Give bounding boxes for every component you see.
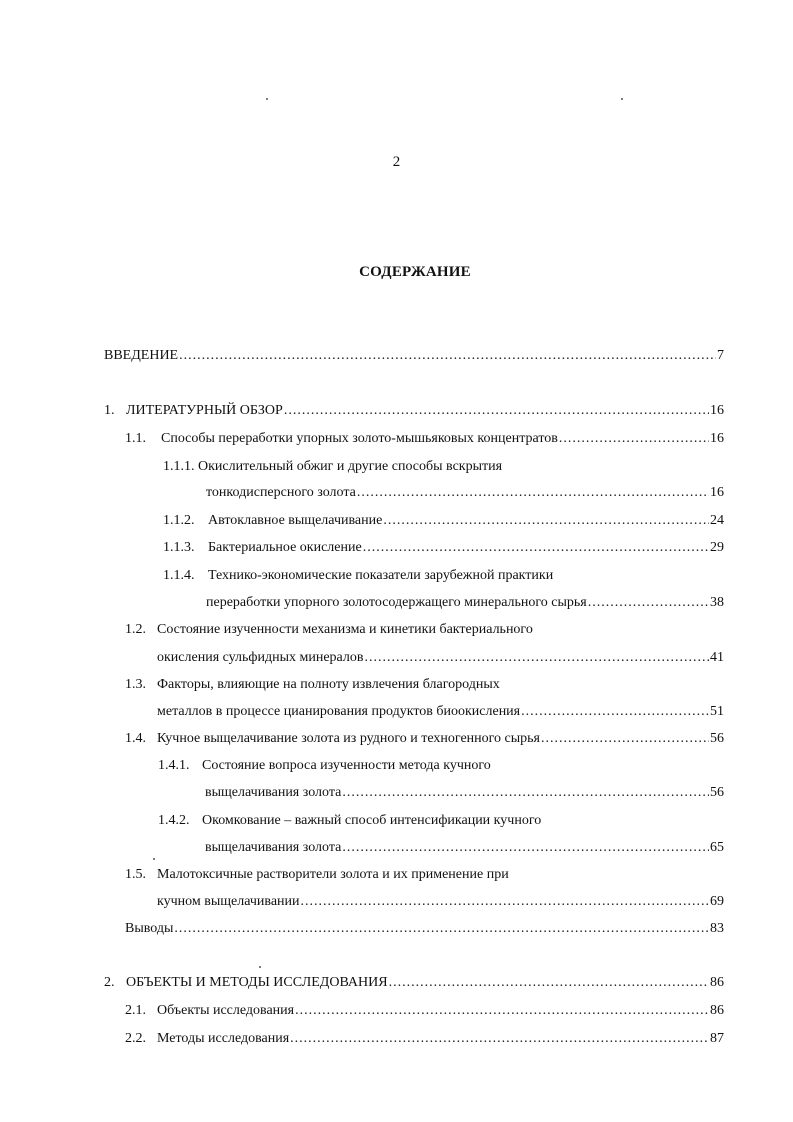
toc-entry-number: 2.: [104, 975, 115, 990]
dot-leader: [365, 649, 710, 667]
toc-entry-text: тонкодисперсного золота: [206, 485, 356, 500]
toc-entry-section-1-1-1-line1: [163, 458, 502, 476]
scan-speck: [153, 858, 155, 860]
toc-entry-section-1-1-3: [163, 539, 724, 557]
toc-entry-number: 1.1.: [125, 431, 146, 446]
toc-entry-text: Окомкование – важный способ интенсификации кучного: [202, 813, 542, 828]
toc-entry-text: Факторы, влияющие на полноту извлечения благородных: [157, 677, 500, 692]
dot-leader: [357, 484, 709, 502]
toc-entry-text: ОБЪЕКТЫ И МЕТОДЫ ИССЛЕДОВАНИЯ: [126, 975, 388, 990]
toc-entry-section-1-1-4-line1: [163, 567, 553, 585]
dot-leader: [301, 893, 709, 911]
dot-leader: [295, 1002, 709, 1020]
toc-entry-section-1-4-2-line2: [205, 839, 724, 857]
toc-entry-number: 2.1.: [125, 1003, 146, 1018]
toc-entry-text: Методы исследования: [157, 1031, 290, 1046]
dot-leader: [174, 920, 709, 938]
toc-entry-number: 1.4.1.: [158, 758, 190, 773]
dot-leader: [389, 974, 709, 992]
toc-page-number: 86: [710, 975, 724, 990]
toc-page-number: 69: [710, 894, 724, 909]
scan-speck: [266, 98, 268, 100]
toc-entry-section-1-1-4-line2: [206, 594, 724, 612]
toc-entry-text: Малотоксичные растворители золота и их применение при: [157, 867, 509, 882]
toc-entry-section-2-1: [125, 1002, 724, 1020]
dot-leader: [363, 539, 709, 557]
toc-entry-section-1: [104, 402, 724, 420]
toc-entry-number: 1.1.2.: [163, 513, 195, 528]
toc-entry-section-2-2: [125, 1030, 724, 1048]
toc-entry-text: Бактериальное окисление: [208, 540, 362, 555]
toc-entry-section-1-2-line2: [157, 649, 724, 667]
toc-entry-section-1-4-1-line2: [205, 784, 724, 802]
toc-page-number: 29: [710, 540, 724, 555]
toc-entry-text: ВВЕДЕНИЕ: [104, 348, 179, 363]
toc-page-number: 16: [710, 431, 724, 446]
toc-page-number: 16: [710, 403, 724, 418]
dot-leader: [383, 512, 709, 530]
toc-page-number: 83: [710, 921, 724, 936]
toc-entry-section-1-1-1-line2: [206, 484, 724, 502]
toc-entry-text: окисления сульфидных минералов: [157, 650, 364, 665]
toc-entry-text: Способы переработки упорных золото-мышьяковых концентратов: [161, 431, 558, 446]
toc-page-number: 51: [710, 704, 724, 719]
scan-speck: [621, 98, 623, 100]
toc-entry-text: металлов в процессе цианирования продуктов биоокисления: [157, 704, 521, 719]
toc-page-number: 56: [710, 785, 724, 800]
toc-entry-number: 1.: [104, 403, 115, 418]
toc-entry-text: Объекты исследования: [157, 1003, 295, 1018]
toc-entry-conclusions: [125, 920, 724, 938]
dot-leader: [559, 430, 709, 448]
toc-entry-number: 1.5.: [125, 867, 146, 882]
toc-entry-number: 1.4.2.: [158, 813, 190, 828]
toc-entry-text: ЛИТЕРАТУРНЫЙ ОБЗОР: [126, 403, 283, 418]
toc-page-number: 16: [710, 485, 724, 500]
toc-entry-number: 1.4.: [125, 731, 146, 746]
dot-leader: [179, 347, 716, 365]
toc-entry-text: Состояние изученности механизма и кинетики бактериального: [157, 622, 533, 637]
toc-entry-number: 1.1.4.: [163, 568, 195, 583]
dot-leader: [284, 402, 709, 420]
dot-leader: [541, 730, 709, 748]
toc-page-number: 56: [710, 731, 724, 746]
toc-entry-number: 1.2.: [125, 622, 146, 637]
toc-entry-section-1-1: [125, 430, 724, 448]
toc-entry-section-1-1-2: [163, 512, 724, 530]
toc-entry-section-1-4: [125, 730, 724, 748]
dot-leader: [342, 839, 709, 857]
toc-entry-section-1-3-line1: [125, 676, 588, 694]
page-number: 2: [392, 154, 401, 170]
toc-entry-text: Автоклавное выщелачивание: [208, 513, 383, 528]
toc-title: СОДЕРЖАНИЕ: [359, 264, 471, 280]
toc-entry-section-1-2-line1: [125, 621, 533, 639]
toc-entry-text: Технико-экономические показатели зарубежной практики: [208, 568, 554, 583]
toc-page-number: 86: [710, 1003, 724, 1018]
toc-entry-text: выщелачивания золота: [205, 785, 342, 800]
toc-entry-number: 1.1.3.: [163, 540, 195, 555]
toc-entry-section-1-5-line1: [125, 866, 588, 884]
toc-page-number: 24: [710, 513, 724, 528]
toc-page-number: 87: [710, 1031, 724, 1046]
toc-entry-section-1-5-line2: [157, 893, 724, 911]
toc-entry-text: Кучное выщелачивание золота из рудного и техногенного сырья: [157, 731, 540, 746]
toc-entry-text: 1.1.1. Окислительный обжиг и другие способы вскрытия: [163, 459, 503, 474]
toc-page-number: 41: [710, 650, 724, 665]
toc-entry-text: кучном выщелачивании: [157, 894, 300, 909]
toc-entry-section-2: [104, 974, 724, 992]
toc-entry-text: переработки упорного золотосодержащего минерального сырья: [206, 595, 587, 610]
toc-page-number: 65: [710, 840, 724, 855]
toc-entry-number: 2.2.: [125, 1031, 146, 1046]
toc-entry-text: выщелачивания золота: [205, 840, 342, 855]
toc-entry-section-1-3-line2: [157, 703, 724, 721]
toc-entry-introduction: [104, 347, 724, 365]
toc-entry-text: Выводы: [125, 921, 174, 936]
toc-entry-section-1-4-2-line1: [158, 812, 541, 830]
toc-page-number: 38: [710, 595, 724, 610]
dot-leader: [342, 784, 709, 802]
scan-speck: [259, 966, 261, 968]
toc-entry-text: Состояние вопроса изученности метода кучного: [202, 758, 491, 773]
toc-page-number: 7: [717, 348, 724, 363]
toc-entry-section-1-4-1-line1: [158, 757, 491, 775]
dot-leader: [521, 703, 709, 721]
dot-leader: [290, 1030, 709, 1048]
toc-entry-number: 1.3.: [125, 677, 146, 692]
dot-leader: [588, 594, 709, 612]
